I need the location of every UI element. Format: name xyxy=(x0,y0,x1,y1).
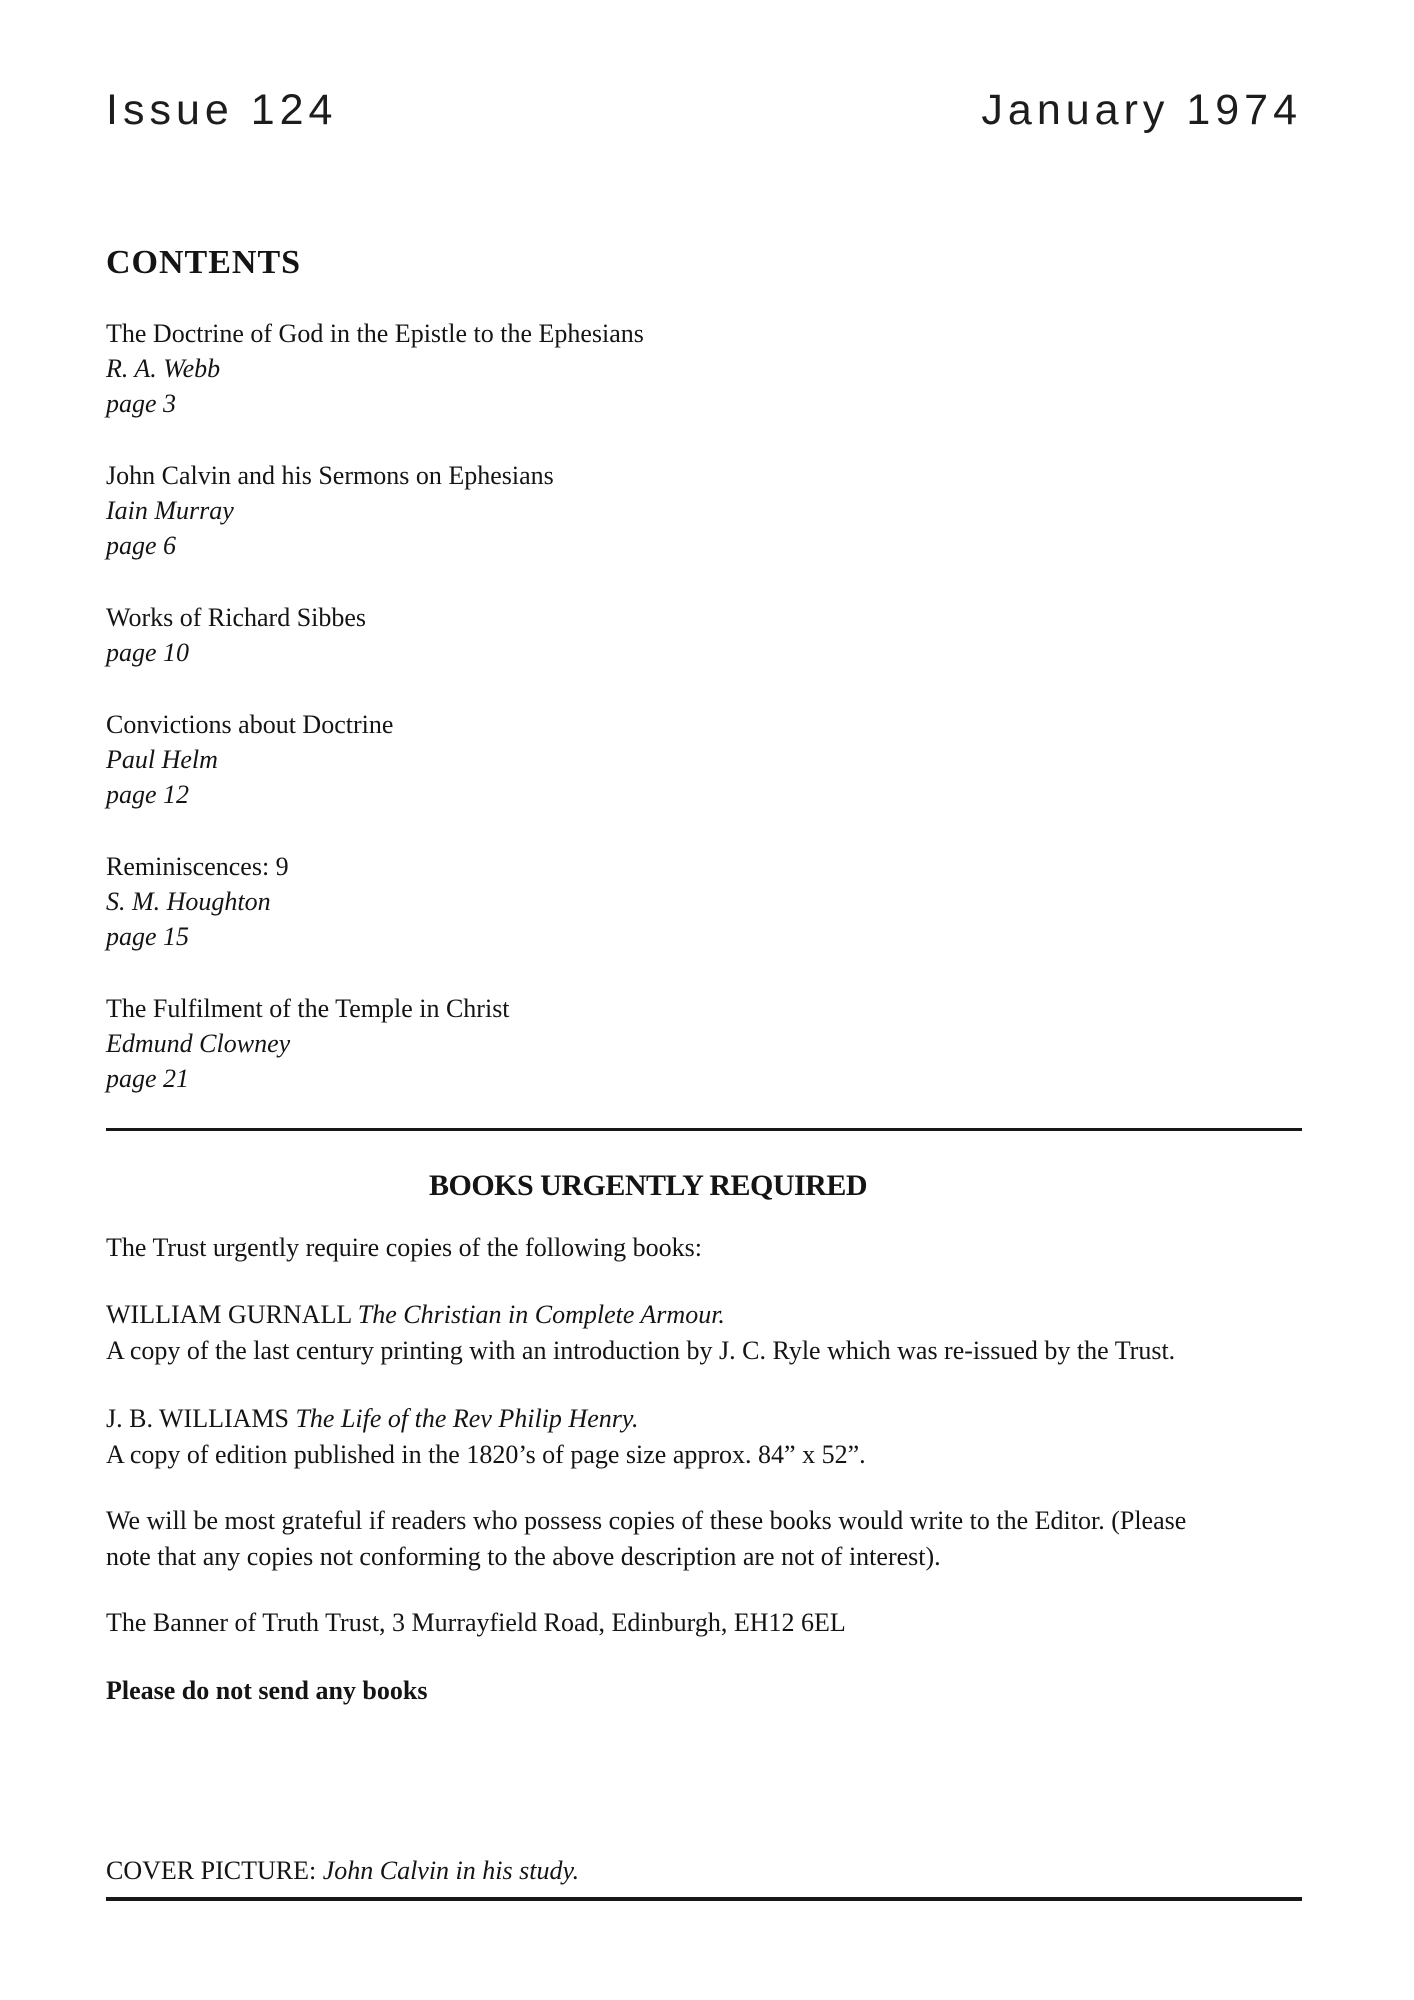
issue-number: Issue 124 xyxy=(106,86,338,134)
toc-item-author: Paul Helm xyxy=(106,745,218,774)
toc-item-page: page 10 xyxy=(106,638,190,667)
toc-item-page: page 21 xyxy=(106,1064,190,1093)
editor-note-line: We will be most grateful if readers who possess copies of these books would write to the Editor. (Please xyxy=(106,1506,1187,1535)
footer-divider xyxy=(106,1897,1302,1901)
table-of-contents xyxy=(106,316,1302,1133)
page-header xyxy=(106,86,1302,135)
toc-item xyxy=(106,600,1302,670)
books-required-heading: BOOKS URGENTLY REQUIRED xyxy=(428,1169,868,1202)
toc-item-page: page 3 xyxy=(106,389,177,418)
contents-heading: CONTENTS xyxy=(106,244,302,281)
book-title: The Christian in Complete Armour. xyxy=(357,1300,725,1329)
section-divider xyxy=(106,1128,1302,1131)
cover-picture-credit xyxy=(106,1853,1302,1888)
warning-text: Please do not send any books xyxy=(106,1676,428,1705)
editor-note-line: note that any copies not conforming to the above description are not of interest). xyxy=(106,1542,941,1571)
book-request-line xyxy=(106,1297,1302,1332)
toc-item-author: Edmund Clowney xyxy=(106,1029,291,1058)
toc-item-page: page 6 xyxy=(106,531,177,560)
trust-address: The Banner of Truth Trust, 3 Murrayfield Road, Edinburgh, EH12 6EL xyxy=(106,1608,846,1637)
books-intro: The Trust urgently require copies of the following books: xyxy=(106,1233,703,1262)
book-title: The Life of the Rev Philip Henry. xyxy=(295,1404,639,1433)
toc-item-title: The Doctrine of God in the Epistle to the Ephesians xyxy=(106,319,644,348)
toc-item xyxy=(106,316,1302,421)
toc-item xyxy=(106,458,1302,563)
issue-date: January 1974 xyxy=(981,86,1302,134)
cover-picture-label: COVER PICTURE: xyxy=(106,1856,323,1885)
toc-item-title: Reminiscences: 9 xyxy=(106,852,289,881)
toc-item-author: R. A. Webb xyxy=(106,354,221,383)
toc-item xyxy=(106,991,1302,1096)
cover-picture-caption: John Calvin in his study. xyxy=(322,1856,580,1885)
book-request-detail: A copy of edition published in the 1820’s of page size approx. 84” x 52”. xyxy=(106,1440,866,1469)
toc-item-author: Iain Murray xyxy=(106,496,234,525)
toc-item-title: John Calvin and his Sermons on Ephesians xyxy=(106,461,554,490)
book-request-line xyxy=(106,1401,1302,1436)
book-request-detail: A copy of the last century printing with an introduction by J. C. Ryle which was re-issued by the Trust. xyxy=(106,1336,1176,1365)
toc-item-title: Works of Richard Sibbes xyxy=(106,603,367,632)
book-author: J. B. WILLIAMS xyxy=(106,1404,296,1433)
toc-item xyxy=(106,707,1302,812)
toc-item xyxy=(106,849,1302,954)
book-author: WILLIAM GURNALL xyxy=(106,1300,358,1329)
toc-item-title: The Fulfilment of the Temple in Christ xyxy=(106,994,510,1023)
toc-item-title: Convictions about Doctrine xyxy=(106,710,394,739)
toc-item-author: S. M. Houghton xyxy=(106,887,271,916)
toc-item-page: page 15 xyxy=(106,922,190,951)
toc-item-page: page 12 xyxy=(106,780,190,809)
